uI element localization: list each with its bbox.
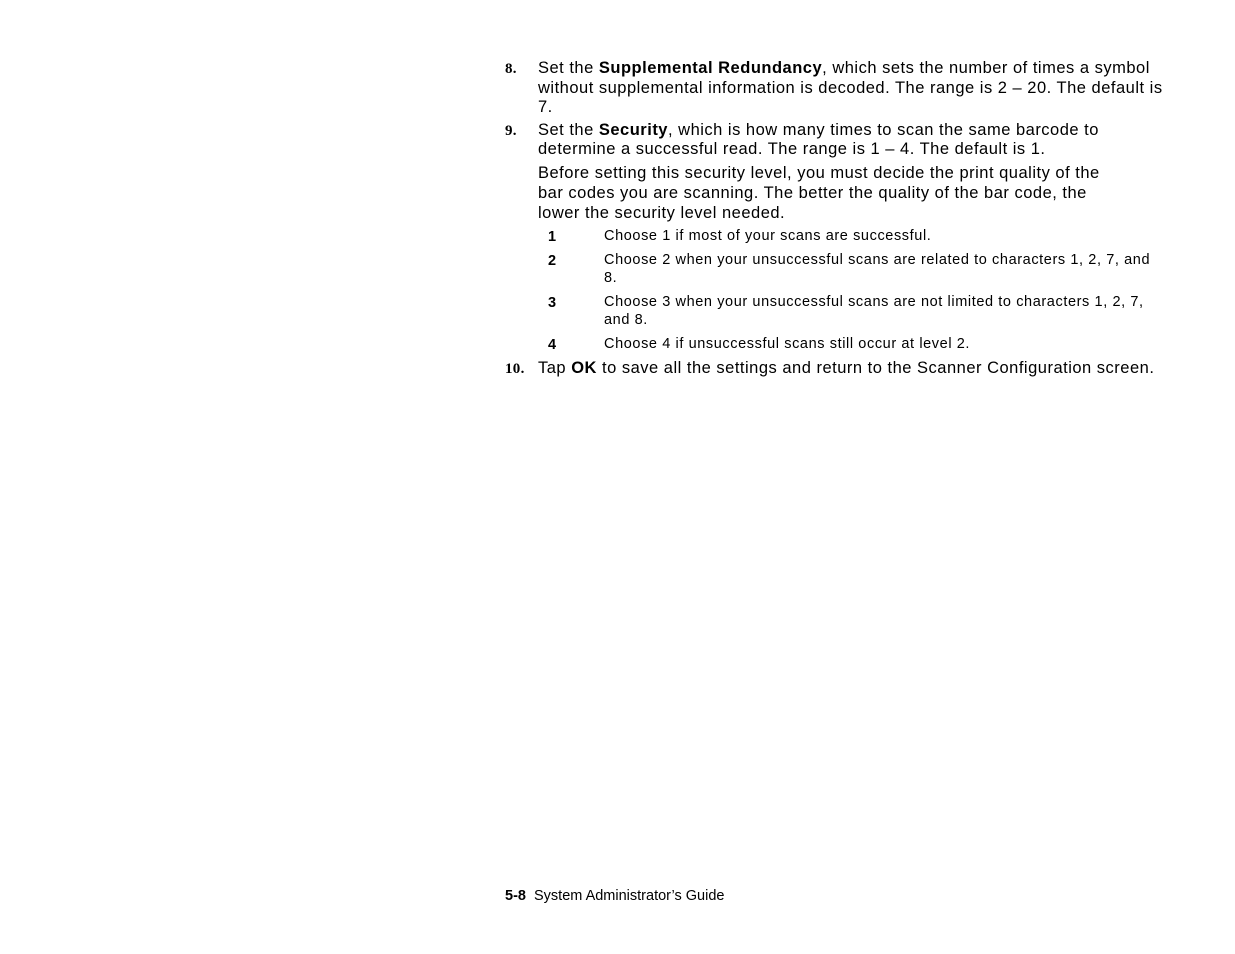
step-text: Set the Security, which is how many times to scan the same barcode to determine a successful read. The range is 1 – 4. The default is 1. <box>538 120 1099 158</box>
level-number: 1 <box>548 228 557 245</box>
ok-button-label: OK <box>571 358 597 377</box>
list-item <box>548 335 1165 353</box>
level-text: Choose 3 when your unsuccessful scans are not limited to characters 1, 2, 7, and 8. <box>604 293 1144 328</box>
step-text: Set the Supplemental Redundancy, which sets the number of times a symbol without supplemental information is decoded. The range is 2 – 20. The default is 7. <box>538 59 1163 116</box>
level-number: 4 <box>548 336 557 353</box>
page-footer <box>505 888 724 904</box>
step-text: Tap OK to save all the settings and return to the Scanner Configuration screen. <box>538 358 1155 377</box>
step-9-note: Before setting this security level, you must decide the print quality of the bar codes you are scanning. The better the quality of the bar code, the lower the security level needed. <box>538 163 1100 222</box>
setting-name-supplemental-redundancy: Supplemental Redundancy <box>598 59 823 77</box>
level-number: 2 <box>548 252 557 269</box>
step-number: 10. <box>505 360 525 377</box>
level-text: Choose 2 when your unsuccessful scans are related to characters 1, 2, 7, and 8. <box>604 251 1151 286</box>
document-body <box>505 59 1165 378</box>
step-10 <box>505 359 1165 379</box>
level-number: 3 <box>548 294 557 311</box>
guide-title: System Administrator’s Guide <box>534 888 725 904</box>
list-item <box>548 293 1165 329</box>
level-text: Choose 1 if most of your scans are successful. <box>604 227 932 244</box>
setting-name-security: Security <box>598 120 668 139</box>
step-number: 8. <box>505 61 517 77</box>
step-9 <box>505 121 1165 160</box>
page-number: 5-8 <box>505 888 526 904</box>
list-item <box>548 251 1165 287</box>
step-number: 9. <box>505 122 517 139</box>
security-level-list <box>505 227 1165 353</box>
list-item <box>548 227 1165 245</box>
step-8 <box>505 59 1165 118</box>
level-text: Choose 4 if unsuccessful scans still occur at level 2. <box>604 335 971 352</box>
